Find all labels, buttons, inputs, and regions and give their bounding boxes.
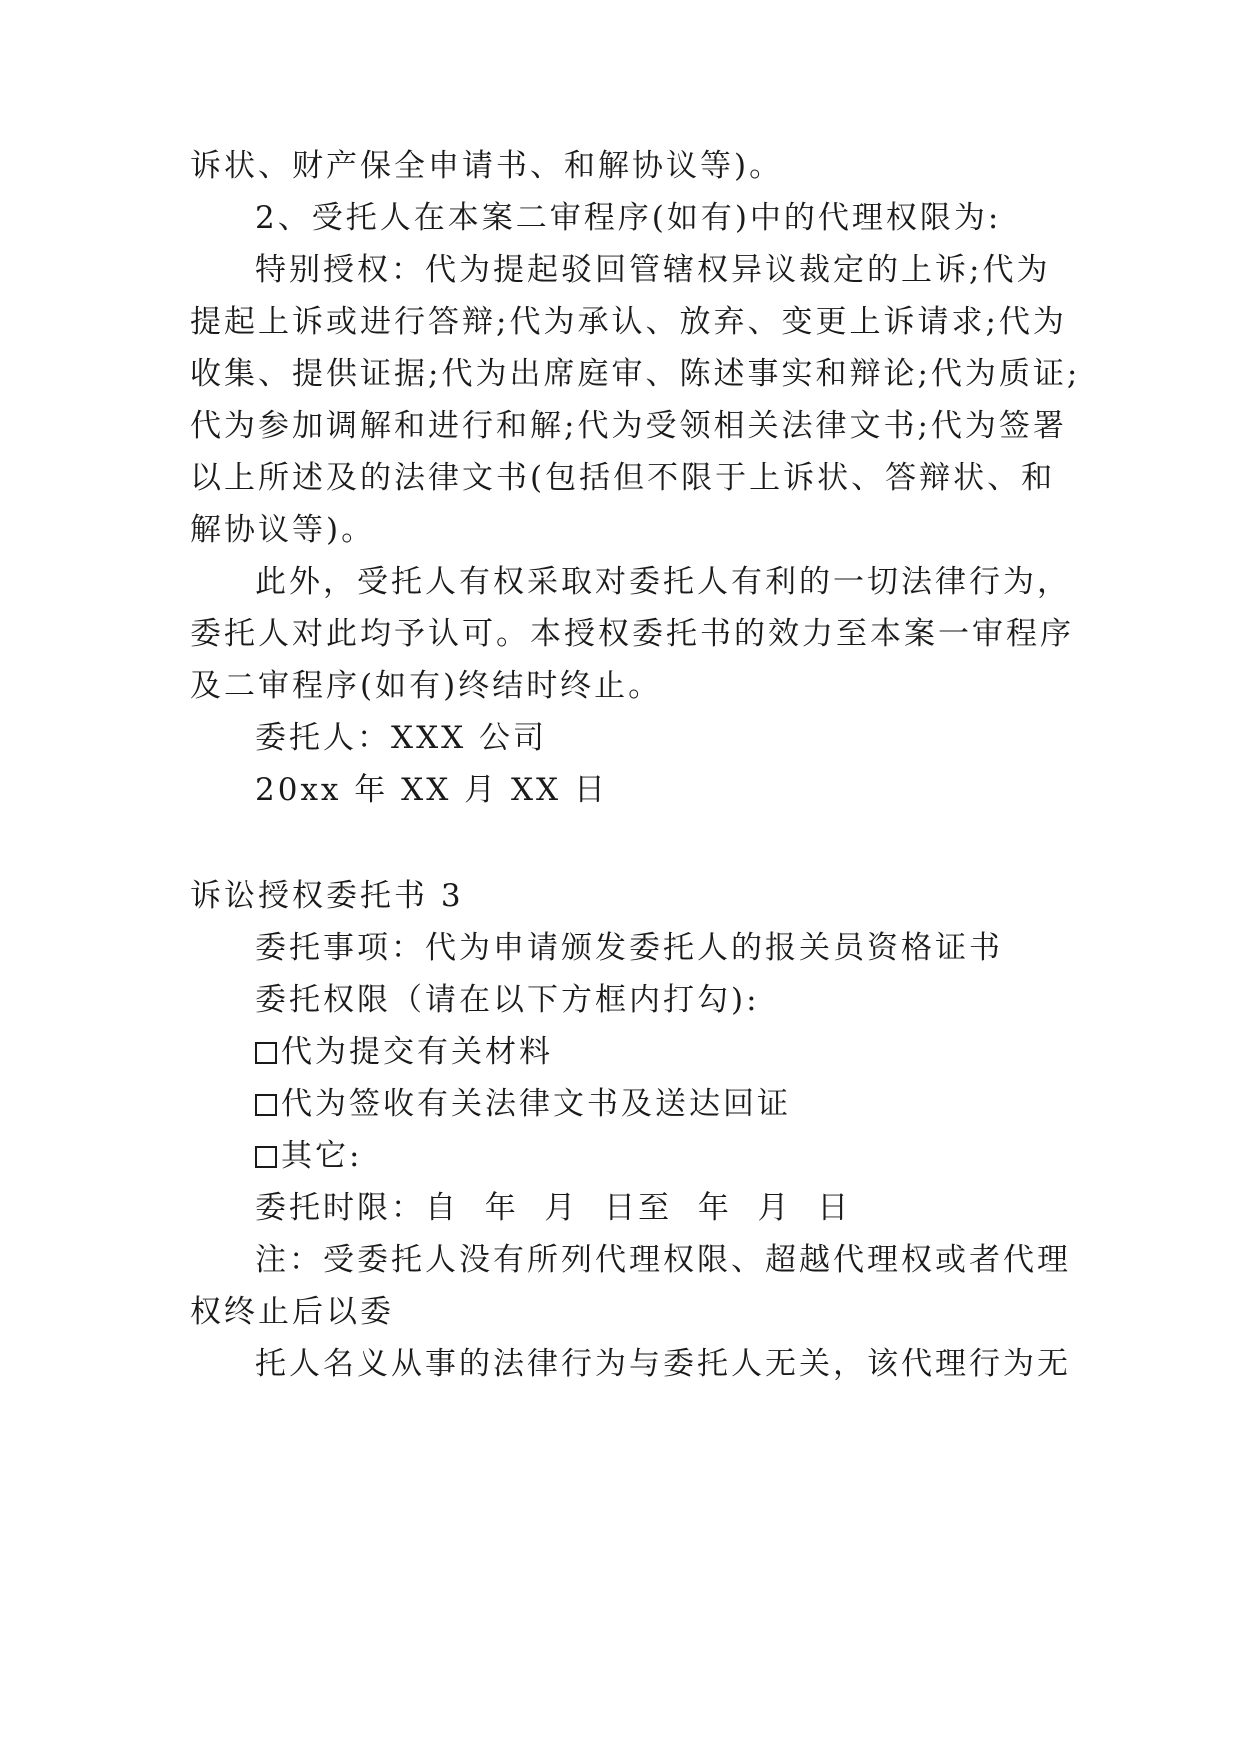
checkbox-icon bbox=[255, 1146, 277, 1168]
matter-line: 委托事项：代为申请颁发委托人的报关员资格证书 bbox=[255, 930, 1003, 966]
section-title: 诉讼授权委托书 3 bbox=[190, 878, 464, 914]
principal-line: 委托人：XXX 公司 bbox=[255, 720, 548, 756]
option-item bbox=[255, 1084, 791, 1124]
option-label: 其它: bbox=[281, 1138, 363, 1174]
item-2: 2、受托人在本案二审程序(如有)中的代理权限为: bbox=[255, 200, 1002, 236]
checkbox-icon bbox=[255, 1042, 277, 1064]
additional-line: 及二审程序(如有)终结时终止。 bbox=[190, 668, 663, 704]
special-auth-line: 以上所述及的法律文书(包括但不限于上诉状、答辩状、和 bbox=[190, 460, 1056, 496]
date-line: 20xx 年 XX 月 XX 日 bbox=[255, 772, 608, 808]
option-label: 代为提交有关材料 bbox=[281, 1034, 553, 1070]
special-auth-line: 代为参加调解和进行和解;代为受领相关法律文书;代为签署 bbox=[190, 408, 1067, 444]
special-auth-line: 解协议等)。 bbox=[190, 512, 376, 548]
option-item bbox=[255, 1032, 553, 1072]
checkbox-icon bbox=[255, 1094, 277, 1116]
special-auth-line: 收集、提供证据;代为出席庭审、陈述事实和辩论;代为质证; bbox=[190, 356, 1081, 392]
additional-line: 委托人对此均予认可。本授权委托书的效力至本案一审程序 bbox=[190, 616, 1074, 652]
scope-heading: 委托权限（请在以下方框内打勾): bbox=[255, 982, 760, 1018]
special-auth-line: 提起上诉或进行答辩;代为承认、放弃、变更上诉请求;代为 bbox=[190, 304, 1067, 340]
option-label: 代为签收有关法律文书及送达回证 bbox=[281, 1086, 791, 1122]
special-auth-line: 特别授权：代为提起驳回管辖权异议裁定的上诉;代为 bbox=[255, 252, 1051, 288]
note-line: 托人名义从事的法律行为与委托人无关，该代理行为无 bbox=[255, 1346, 1071, 1382]
option-item bbox=[255, 1136, 362, 1176]
note-line: 注：受委托人没有所列代理权限、超越代理权或者代理 bbox=[255, 1242, 1071, 1278]
term-line: 委托时限：自 年 月 日至 年 月 日 bbox=[255, 1190, 852, 1226]
paragraph-tail: 诉状、财产保全申请书、和解协议等)。 bbox=[190, 148, 784, 184]
note-line: 权终止后以委 bbox=[190, 1294, 394, 1330]
additional-line: 此外，受托人有权采取对委托人有利的一切法律行为， bbox=[255, 564, 1071, 600]
